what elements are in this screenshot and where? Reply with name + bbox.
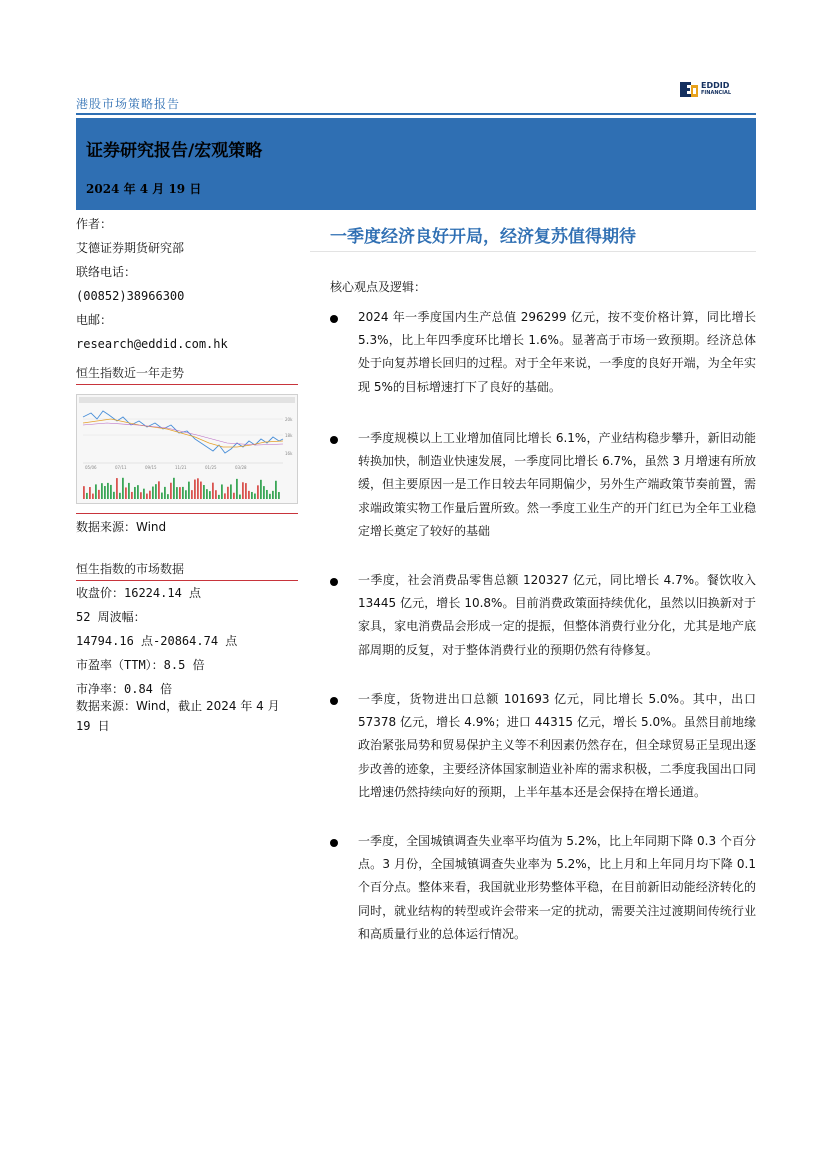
pb-ratio: 市净率：0.84 倍: [76, 682, 173, 696]
svg-text:20k: 20k: [285, 417, 293, 422]
paragraph-employment: 一季度，全国城镇调查失业率平均值为 5.2%，比上年同期下降 0.3 个百分点。3 月份，全国城镇调查失业率为 5.2%，比上月和上年同月均下降 0.1 个百分点。整体来看，我国就业形势整体平稳，在目前新旧动能经济转化的同时，就业结构的转型或许会带来一定的扰动，需要关注过渡期间传统行业和高质量行业的总体运行情况。: [358, 834, 756, 941]
logo-text-financial: FINANCIAL: [701, 90, 732, 96]
pe-ratio: 市盈率（TTM）：8.5 倍: [76, 658, 205, 672]
logo-mark-icon: [680, 82, 698, 97]
hsi-trend-source: 数据来源：Wind: [76, 520, 167, 534]
paragraph-industry: 一季度规模以上工业增加值同比增长 6.1%，产业结构稳步攀升，新旧动能转换加快，制造业快速发展，一季度同比增长 6.7%，虽然 3 月增速有所放缓，但主要原因一是工作日较去年同期偏少，另外生产端政策节奏前置，需求端政策实物工作量后置所致。然一季度工业生产的开门红已为全年工业稳定增长奠定了较好的基础: [358, 431, 756, 538]
author-info: [76, 212, 298, 356]
svg-text:03/28: 03/28: [235, 465, 247, 470]
main-headline: 一季度经济良好开局，经济复苏值得期待: [330, 227, 636, 247]
phone-number: (00852)38966300: [76, 289, 185, 303]
phone-label: 联络电话：: [76, 265, 137, 279]
svg-text:09/15: 09/15: [145, 465, 157, 470]
chart-bottom-rule: [76, 513, 298, 514]
core-views-label: 核心观点及逻辑：: [330, 280, 427, 294]
svg-text:16k: 16k: [285, 451, 293, 456]
bullet-icon: [330, 315, 338, 323]
svg-text:18k: 18k: [285, 433, 293, 438]
svg-text:01/25: 01/25: [205, 465, 217, 470]
hsi-chart-image: [76, 394, 298, 504]
author-label: 作者：: [76, 217, 113, 231]
market-source-line1: 数据来源：Wind，截止 2024 年 4 月: [76, 699, 280, 713]
market-source-line2: 19 日: [76, 719, 110, 733]
svg-text:05/06: 05/06: [85, 465, 97, 470]
email-label: 电邮：: [76, 313, 113, 327]
range-value: 14794.16 点-20864.74 点: [76, 634, 238, 648]
paragraph-trade: 一季度，货物进出口总额 101693 亿元，同比增长 5.0%。其中，出口 57378 亿元，增长 4.9%；进口 44315 亿元，增长 5.0%。虽然目前地缘政治紧张局势和贸易保护主义等不利因素仍然存在，但全球贸易正呈现出逐步改善的迹象，主要经济体国家制造业补库的需求积极，二季度我国出口同比增速仍然持续向好的预期，上半年基本还是会保持在增长通道。: [358, 692, 756, 799]
email-address[interactable]: research@eddid.com.hk: [76, 337, 228, 351]
bullet-icon: [330, 436, 338, 444]
paragraph-gdp: 2024 年一季度国内生产总值 296299 亿元，按不变价格计算，同比增长 5.3%，比上年四季度环比增长 1.6%。显著高于市场一致预期。经济总体处于向复苏增长回归的过程。对于全年来说，一季度的良好开端，为全年实现 5%的目标增速打下了良好的基础。: [358, 310, 756, 394]
eddid-logo: [680, 80, 760, 100]
svg-text:11/21: 11/21: [175, 465, 187, 470]
report-category: 港股市场策略报告: [76, 97, 181, 111]
hsi-trend-heading: 恒生指数近一年走势: [76, 364, 298, 385]
close-price: 收盘价：16224.14 点: [76, 586, 202, 600]
logo-text-eddid: EDDID: [701, 81, 730, 90]
hsi-chart-thumbnail: [77, 395, 297, 503]
bullet-icon: [330, 839, 338, 847]
paragraph-consumption: 一季度，社会消费品零售总额 120327 亿元，同比增长 4.7%。餐饮收入 13445 亿元，增长 10.8%。目前消费政策面持续优化，虽然以旧换新对于家具，家电消费品会形成一定的提振，但整体消费行业分化，尤其是地产底部周期的反复，对于整体消费行业的预期仍然有待修复。: [358, 573, 756, 657]
report-date: 2024 年 4 月 19 日: [86, 182, 202, 196]
svg-text:07/11: 07/11: [115, 465, 127, 470]
headline-rule: [310, 251, 756, 252]
author-name: 艾德证券期货研究部: [76, 241, 185, 255]
range-label: 52 周波幅：: [76, 610, 146, 624]
header-rule: [76, 113, 756, 115]
report-banner: [76, 118, 756, 210]
market-data-heading: 恒生指数的市场数据: [76, 560, 298, 581]
bullet-icon: [330, 578, 338, 586]
report-type-title: 证券研究报告/宏观策略: [86, 141, 263, 161]
bullet-icon: [330, 697, 338, 705]
